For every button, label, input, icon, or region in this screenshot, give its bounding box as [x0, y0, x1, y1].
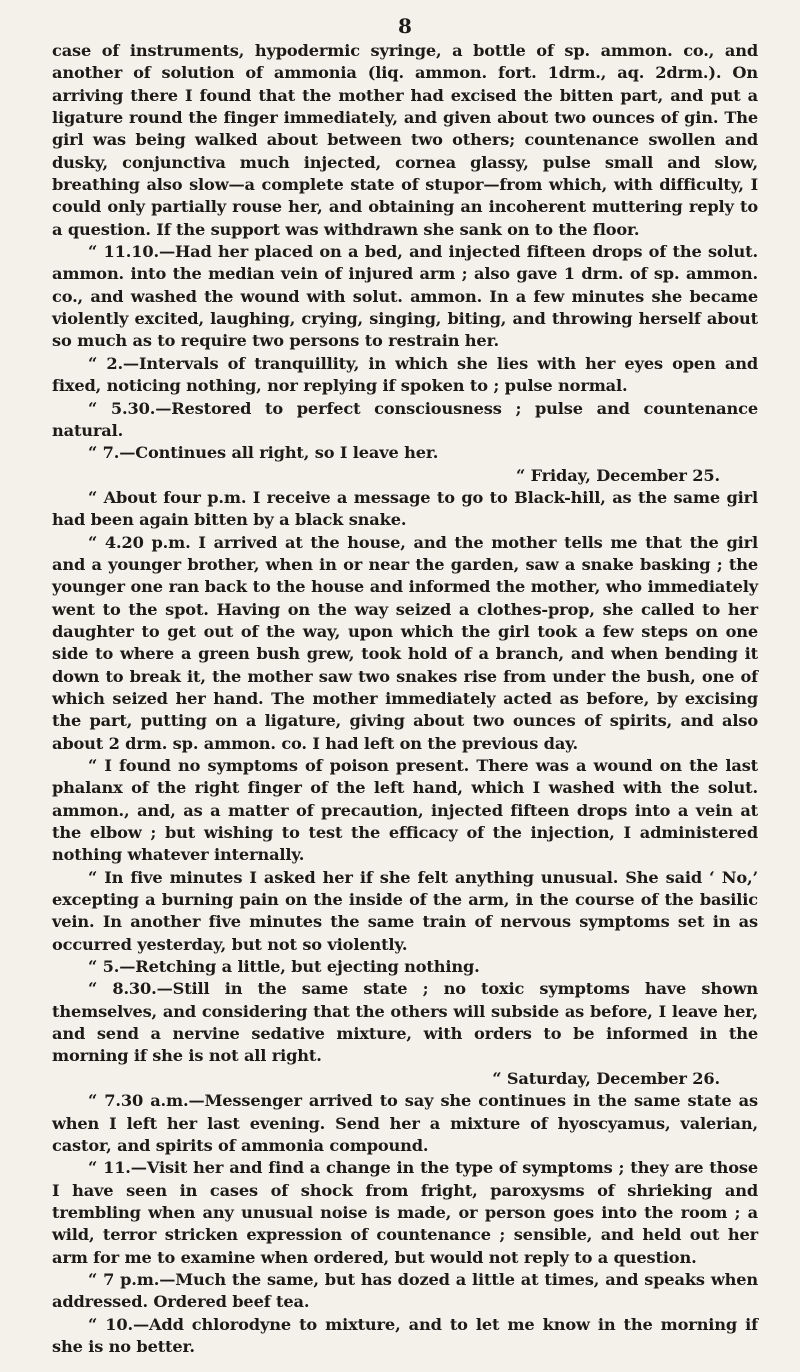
body-paragraph: case of instruments, hypodermic syringe, a bottle of sp. ammon. co., and another of solution of ammonia (liq. ammon. fort. 1drm., aq. 2drm.). On arriving there I found that the mother had excised the bitten part, and put a ligature round the finger immediately, and given about two ounces of gin. The girl was being walked about between two others; countenance swollen and dusky, conjunctiva much injected, cornea glassy, pulse small and slow, breathing also slow—a complete state of stupor—from which, with difficulty, I could only partially rouse her, and obtaining an incoherent muttering reply to a question. If the support was withdrawn she sank on to the floor. [52, 41, 758, 239]
body-paragraph: “ 2.—Intervals of tranquillity, in which she lies with her eyes open and fixed, noticing nothing, nor replying if spoken to ; pulse normal. [52, 353, 758, 396]
body-paragraph: “ 7.30 a.m.—Messenger arrived to say she continues in the same state as when I left her last evening. Send her a mixture of hyoscyamus, valerian, castor, and spirits of ammonia compound. [52, 1091, 758, 1155]
entry-dateline: “ Friday, December 25. [515, 465, 720, 485]
document-body [52, 40, 758, 1358]
body-paragraph: “ 7.—Continues all right, so I leave her. [88, 443, 439, 463]
entry-dateline: “ Saturday, December 26. [492, 1068, 720, 1088]
body-paragraph: “ 11.10.—Had her placed on a bed, and injected fifteen drops of the solut. ammon. into the median vein of injured arm ; also gave 1 drm. of sp. ammon. co., and washed the wound with solut. ammon. In a few minutes she became violently excited, laughing, crying, singing, biting, and throwing herself about so much as to require two persons to restrain her. [52, 242, 758, 351]
body-paragraph: “ In five minutes I asked her if she felt anything unusual. She said ‘ No,’ excepting a burning pain on the inside of the arm, in the course of the basilic vein. In another five minutes the same train of nervous symptoms set in as occurred yesterday, but not so violently. [52, 867, 758, 954]
body-paragraph: “ 5.—Retching a little, but ejecting nothing. [88, 957, 480, 977]
body-paragraph: “ I found no symptoms of poison present. There was a wound on the last phalanx of the right finger of the left hand, which I washed with the solut. ammon., and, as a matter of precaution, injected fifteen drops into a vein at the elbow ; but wishing to test the efficacy of the injection, I administered nothing whatever internally. [52, 756, 758, 865]
body-paragraph: “ About four p.m. I receive a message to go to Black-hill, as the same girl had been again bitten by a black snake. [52, 487, 758, 530]
body-paragraph: “ 8.30.—Still in the same state ; no toxic symptoms have shown themselves, and considering that the others will subside as before, I leave her, and send a nervine sedative mixture, with orders to be informed in the morning if she is not all right. [52, 979, 758, 1066]
body-paragraph: “ 10.—Add chlorodyne to mixture, and to let me know in the morning if she is no better. [52, 1314, 758, 1356]
body-paragraph: “ 11.—Visit her and find a change in the type of symptoms ; they are those I have seen in cases of shock from fright, paroxysms of shrieking and trembling when any unusual noise is made, or person goes into the room ; a wild, terror stricken expression of countenance ; sensible, and held out her arm for me to examine when ordered, but would not reply to a question. [52, 1158, 758, 1267]
page-number: 8 [398, 14, 412, 38]
body-paragraph: “ 5.30.—Restored to perfect consciousness ; pulse and countenance natural. [52, 398, 758, 440]
body-paragraph: “ 4.20 p.m. I arrived at the house, and the mother tells me that the girl and a younger brother, when in or near the garden, saw a snake basking ; the younger one ran back to the house and informed the mother, who immediately went to the spot. Having on the way seized a clothes-prop, she called to her daughter to get out of the way, upon which the girl took a few steps on one side to where a green bush grew, took hold of a branch, and when bending it down to break it, the mother saw two snakes rise from under the bush, one of which seized her hand. The mother immediately acted as before, by excising the part, putting on a ligature, giving about two ounces of spirits, and also about 2 drm. sp. ammon. co. I had left on the previous day. [52, 532, 758, 753]
body-paragraph: “ 7 p.m.—Much the same, but has dozed a little at times, and speaks when addressed. Ordered beef tea. [52, 1269, 758, 1312]
